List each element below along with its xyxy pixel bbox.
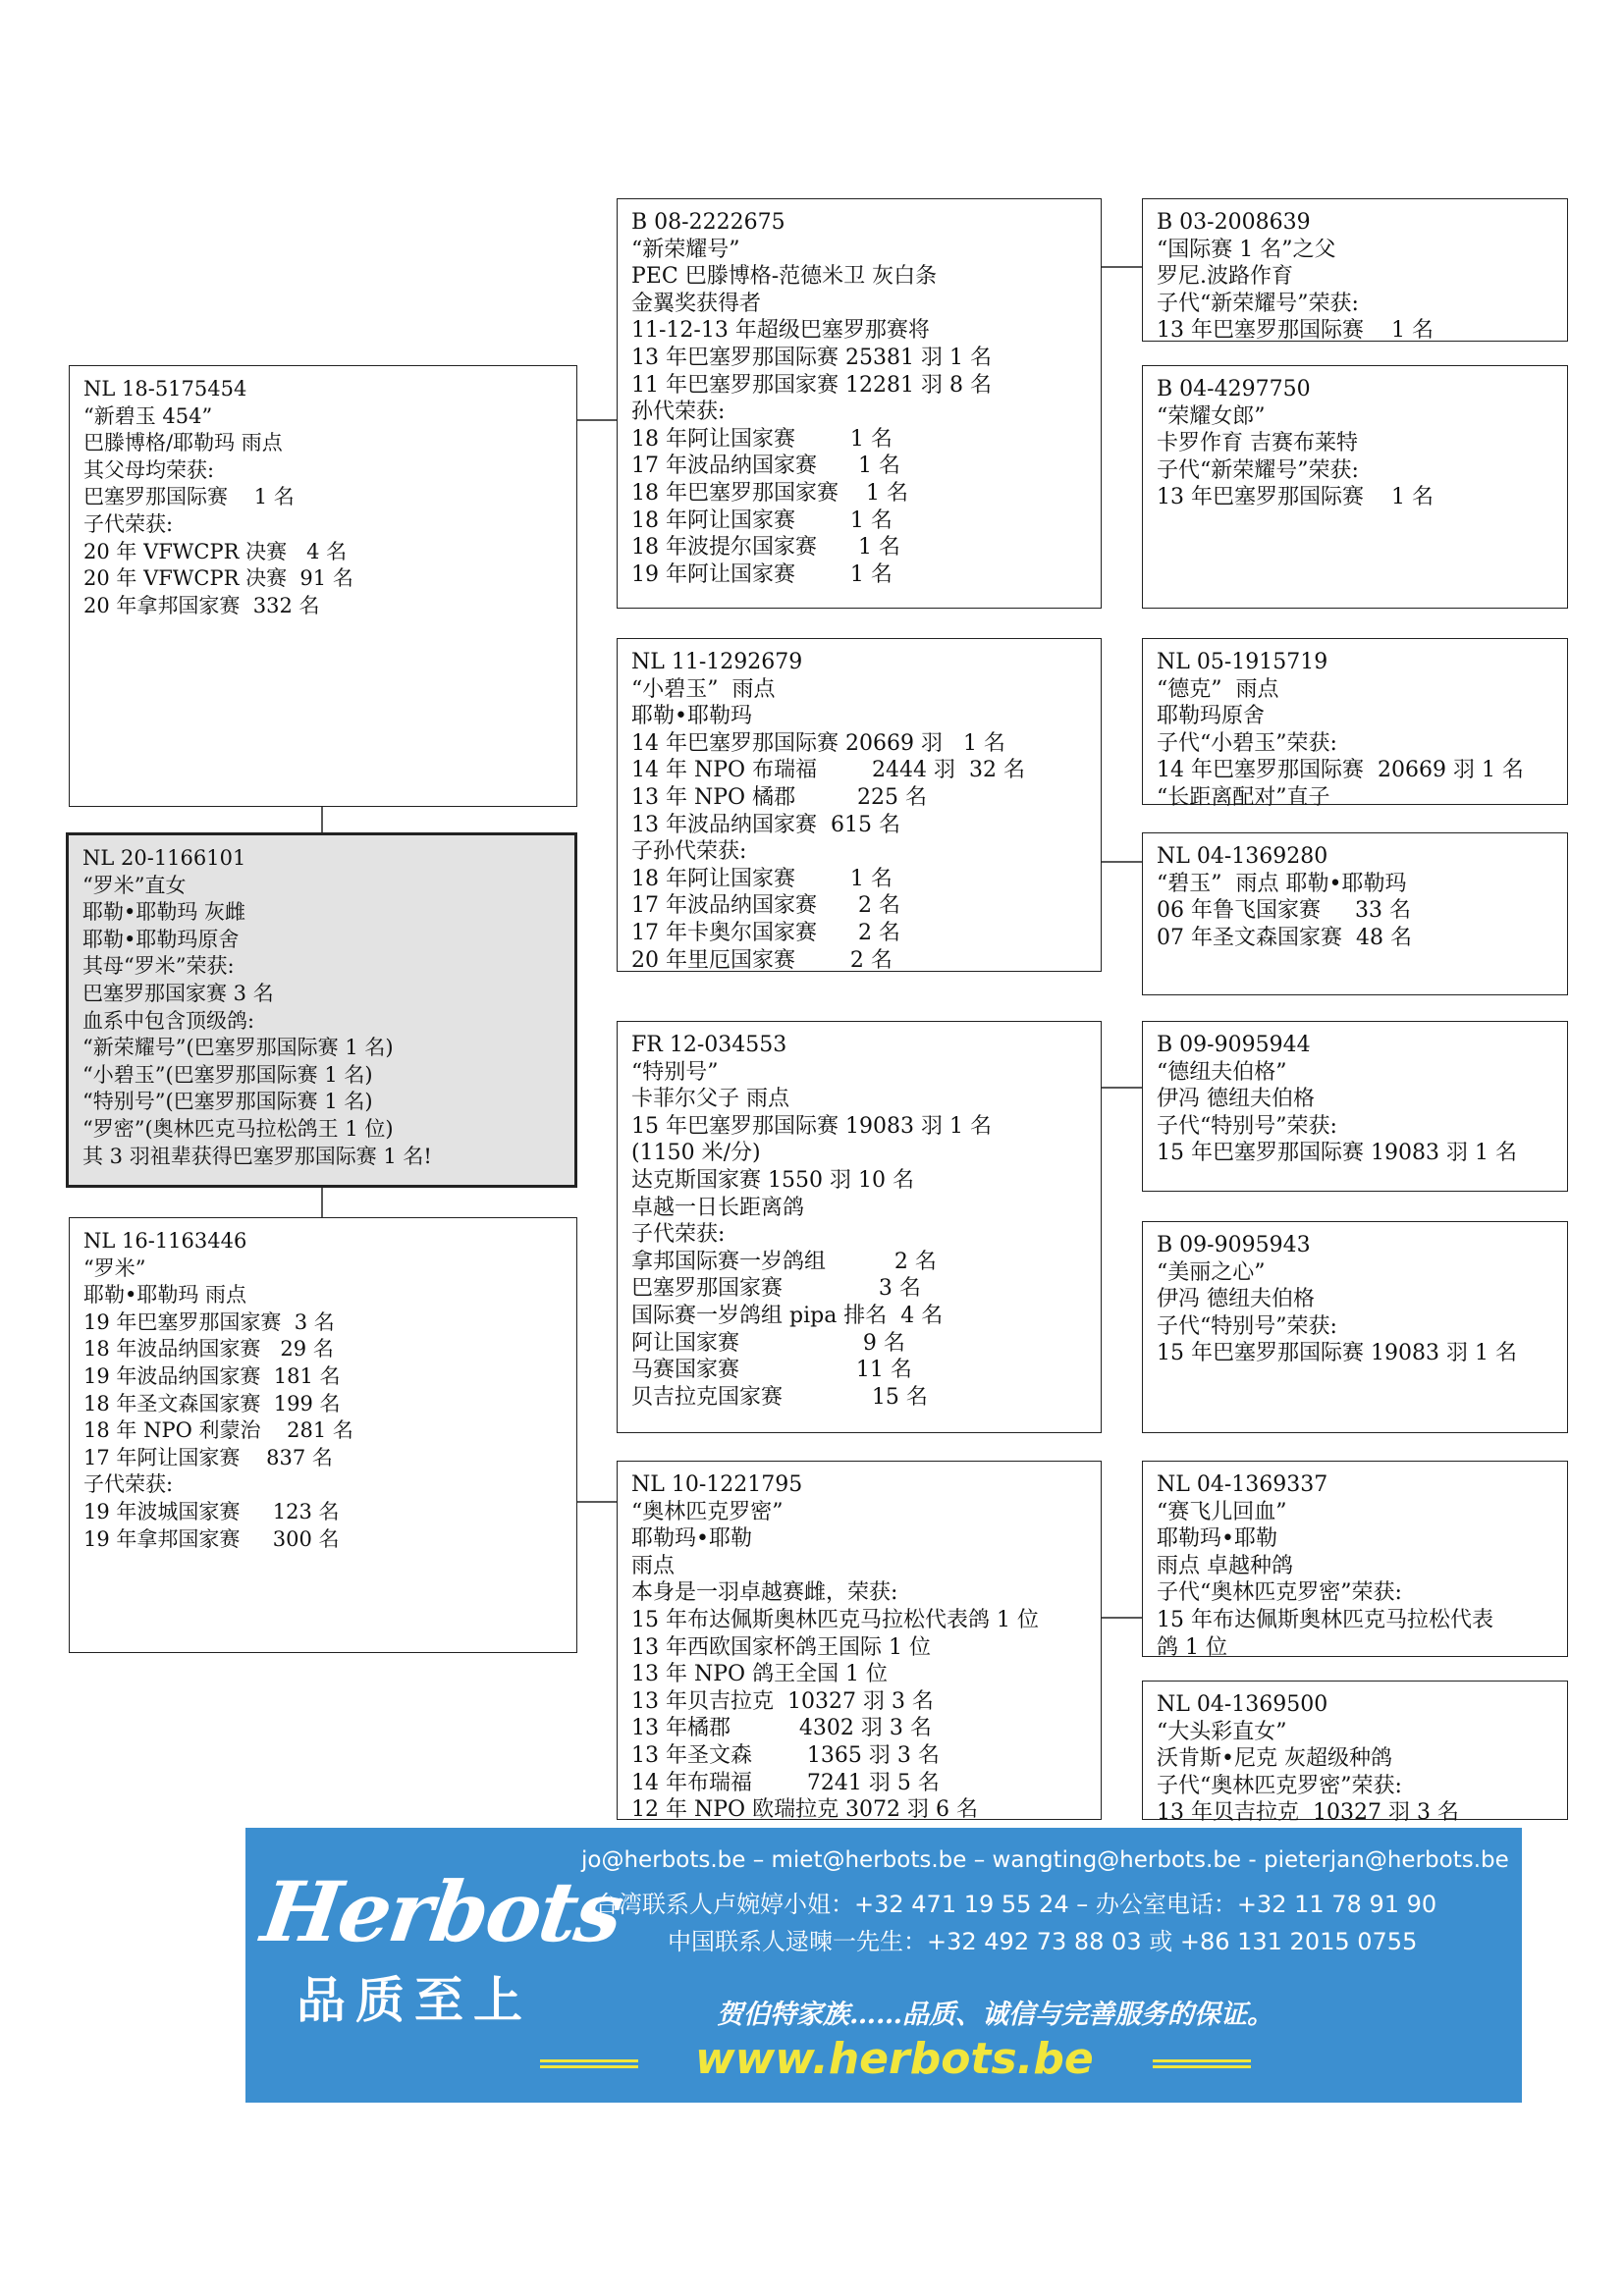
pedigree-line: 本身是一羽卓越赛雌，荣获: <box>631 1580 898 1606</box>
pedigree-line: 子代“奥林匹克罗密”荣获: <box>1157 1773 1402 1798</box>
pedigree-line: “特别号”(巴塞罗那国际赛 1 名) <box>82 1090 373 1114</box>
granddam-dam-card <box>617 1461 1102 1823</box>
pedigree-line: 13 年巴塞罗那国际赛 25381 羽 1 名 <box>631 345 992 370</box>
pedigree-line: 耶勒玛•耶勒 <box>631 1526 752 1552</box>
pedigree-line: 18 年阿让国家赛 1 名 <box>631 426 893 452</box>
pedigree-line: 贝吉拉克国家赛 15 名 <box>631 1384 928 1410</box>
pedigree-line: PEC 巴滕博格-范德米卫 灰白条 <box>631 264 938 290</box>
pedigree-line: 耶勒•耶勒玛 <box>631 704 752 729</box>
pedigree-line: “特别号” <box>631 1059 719 1085</box>
pedigree-line: 子代“新荣耀号”荣获: <box>1157 457 1359 483</box>
pedigree-line: 15 年布达佩斯奥林匹克马拉松代表 <box>1157 1607 1493 1632</box>
pedigree-line: 耶勒•耶勒玛 雨点 <box>83 1283 247 1308</box>
pedigree-line: 雨点 卓越种鸽 <box>1157 1553 1293 1578</box>
pedigree-line: 巴塞罗那国际赛 1 名 <box>83 485 295 509</box>
ring-number: NL 05-1915719 <box>1157 650 1328 674</box>
pedigree-line: 卓越一日长距离鸽 <box>631 1195 805 1220</box>
pedigree-line: 伊冯 德纽夫伯格 <box>1157 1287 1315 1312</box>
pedigree-line: 耶勒•耶勒玛原舍 <box>82 927 240 951</box>
pedigree-line: 巴塞罗那国家赛 3 名 <box>82 981 274 1005</box>
pedigree-line: 达克斯国家赛 1550 羽 10 名 <box>631 1167 914 1193</box>
pedigree-line: 13 年贝吉拉克 10327 羽 3 名 <box>631 1688 934 1714</box>
pedigree-line: “长距离配对”直子 <box>1157 784 1330 810</box>
ring-number: NL 04-1369280 <box>1157 844 1328 869</box>
pedigree-line: 子代“特别号”荣获: <box>1157 1113 1337 1139</box>
pedigree-line: “罗米”直女 <box>82 873 187 897</box>
sire-card <box>69 365 577 807</box>
pedigree-line: “奥林匹克罗密” <box>631 1499 784 1524</box>
ring-number: NL 04-1369337 <box>1157 1472 1328 1497</box>
pedigree-line: (1150 米/分) <box>631 1141 761 1166</box>
pedigree-line: 耶勒玛•耶勒 <box>1157 1526 1277 1552</box>
pedigree-line: 18 年波品纳国家赛 29 名 <box>83 1337 334 1362</box>
pedigree-line: 马赛国家赛 11 名 <box>631 1358 912 1383</box>
email-contacts: jo@herbots.be – miet@herbots.be – wangting@herbots.be - pieterjan@herbots.be <box>581 1847 1509 1873</box>
pedigree-line: 子代“奥林匹克罗密”荣获: <box>1157 1580 1402 1606</box>
pedigree-line: 15 年布达佩斯奥林匹克马拉松代表鸽 1 位 <box>631 1607 1039 1632</box>
great-grandparent-card-5 <box>1142 1021 1568 1192</box>
pedigree-line: 17 年波品纳国家赛 2 名 <box>631 893 900 919</box>
taiwan-contact: 台湾联系人卢婉婷小姐：+32 471 19 55 24 – 办公室电话：+32 11 78 91 90 <box>595 1891 1437 1918</box>
pedigree-line: 12 年 NPO 欧瑞拉克 3072 羽 6 名 <box>631 1797 979 1823</box>
great-grandparent-card-1 <box>1142 198 1568 342</box>
pedigree-line: 子代“小碧玉”荣获: <box>1157 730 1337 756</box>
pedigree-line: 07 年圣文森国家赛 48 名 <box>1157 925 1412 950</box>
pedigree-line: 血系中包含顶级鸽: <box>82 1008 255 1033</box>
great-grandparent-card-3 <box>1142 638 1568 810</box>
ring-number: FR 12-034553 <box>631 1033 787 1057</box>
pedigree-line: 金翼奖获得者 <box>631 291 762 316</box>
slogan: 品质至上 <box>297 1972 532 2029</box>
pedigree-line: “赛飞儿回血” <box>1157 1499 1287 1524</box>
pedigree-line: 14 年巴塞罗那国际赛 20669 羽 1 名 <box>1157 758 1524 783</box>
pedigree-line: 13 年西欧国家杯鸽王国际 1 位 <box>631 1634 931 1660</box>
pedigree-line: “新荣耀号”(巴塞罗那国际赛 1 名) <box>82 1036 394 1060</box>
pedigree-line: 11 年巴塞罗那国家赛 12281 羽 8 名 <box>631 372 992 398</box>
pedigree-line: 子代“特别号”荣获: <box>1157 1313 1337 1339</box>
pedigree-line: “新荣耀号” <box>631 237 740 262</box>
pedigree-line: “小碧玉” 雨点 <box>631 676 776 702</box>
pedigree-line: “罗米” <box>83 1255 146 1280</box>
dam-card <box>69 1217 577 1653</box>
pedigree-line: 13 年巴塞罗那国际赛 1 名 <box>1157 485 1434 510</box>
pedigree-line: 11-12-13 年超级巴塞罗那赛将 <box>631 318 930 344</box>
ring-number: NL 04-1369500 <box>1157 1692 1328 1717</box>
pedigree-line: 20 年里厄国家赛 2 名 <box>631 947 893 973</box>
granddam-sire-card <box>617 638 1102 972</box>
pedigree-line: 18 年巴塞罗那国家赛 1 名 <box>631 480 908 506</box>
great-grandparent-card-7 <box>1142 1461 1568 1660</box>
pedigree-line: 15 年巴塞罗那国际赛 19083 羽 1 名 <box>1157 1341 1517 1366</box>
pedigree-line: 耶勒•耶勒玛 灰雌 <box>82 900 246 925</box>
pedigree-line: 17 年阿让国家赛 837 名 <box>83 1445 333 1469</box>
ring-number: NL 20-1166101 <box>82 846 246 870</box>
pedigree-line: 14 年布瑞福 7241 羽 5 名 <box>631 1770 940 1795</box>
pedigree-line: 19 年波城国家赛 123 名 <box>83 1499 340 1523</box>
pedigree-line: 06 年鲁飞国家赛 33 名 <box>1157 898 1411 924</box>
pedigree-line: 耶勒玛原舍 <box>1157 704 1266 729</box>
herbots-logo: Herbots <box>256 1863 627 1960</box>
pedigree-line: 子代“新荣耀号”荣获: <box>1157 291 1359 316</box>
pedigree-line: 18 年阿让国家赛 1 名 <box>631 866 893 891</box>
pedigree-line: 其父母均荣获: <box>83 457 215 482</box>
ring-number: B 09-9095944 <box>1157 1033 1311 1057</box>
pedigree-line: 子代荣获: <box>631 1222 726 1248</box>
ring-number: B 09-9095943 <box>1157 1233 1311 1257</box>
pedigree-line: 子代荣获: <box>83 1472 174 1497</box>
pedigree-line: 17 年卡奥尔国家赛 2 名 <box>631 920 900 945</box>
ring-number: NL 11-1292679 <box>631 650 803 674</box>
pedigree-line: 沃肯斯•尼克 灰超级种鸽 <box>1157 1746 1392 1772</box>
pedigree-line: 卡菲尔父子 雨点 <box>631 1087 789 1112</box>
great-grandparent-card-4 <box>1142 832 1568 995</box>
pedigree-line: 19 年拿邦国家赛 300 名 <box>83 1526 340 1551</box>
pedigree-line: 罗尼.波路作育 <box>1157 264 1293 290</box>
pedigree-line: “国际赛 1 名”之父 <box>1157 237 1336 262</box>
great-grandparent-card-2 <box>1142 365 1568 609</box>
pedigree-line: 17 年波品纳国家赛 1 名 <box>631 454 900 479</box>
pedigree-line: 13 年 NPO 橘郡 225 名 <box>631 784 927 810</box>
pedigree-line: 拿邦国际赛一岁鸽组 2 名 <box>631 1249 937 1274</box>
pedigree-line: “大头彩直女” <box>1157 1719 1287 1744</box>
great-grandparent-card-8 <box>1142 1681 1568 1826</box>
pedigree-line: 伊冯 德纽夫伯格 <box>1157 1087 1315 1112</box>
pedigree-line: “碧玉” 雨点 耶勒•耶勒玛 <box>1157 871 1407 896</box>
ring-number: B 04-4297750 <box>1157 377 1311 401</box>
pedigree-line: 子孙代荣获: <box>631 839 747 865</box>
ring-number: B 08-2222675 <box>631 210 785 235</box>
left-decorative-lines <box>540 2059 638 2069</box>
pedigree-line: 雨点 <box>631 1553 676 1578</box>
pedigree-line: 其 3 羽祖辈获得巴塞罗那国际赛 1 名! <box>82 1144 432 1168</box>
pedigree-line: 其母“罗米”荣获: <box>82 954 235 979</box>
pedigree-line: 巴塞罗那国家赛 3 名 <box>631 1276 921 1302</box>
pedigree-line: 子代荣获: <box>83 511 174 536</box>
pedigree-line: 13 年橘郡 4302 羽 3 名 <box>631 1716 932 1741</box>
pedigree-line: 18 年阿让国家赛 1 名 <box>631 507 893 533</box>
pedigree-line: 15 年巴塞罗那国际赛 19083 羽 1 名 <box>1157 1141 1517 1166</box>
grandsire-sire-card <box>617 198 1102 609</box>
pedigree-line: 孙代荣获: <box>631 400 726 425</box>
pedigree-line: “新碧玉 454” <box>83 403 213 428</box>
ring-number: NL 18-5175454 <box>83 377 247 400</box>
pedigree-line: 20 年 VFWCPR 决赛 4 名 <box>83 539 348 563</box>
pedigree-line: 20 年拿邦国家赛 332 名 <box>83 593 320 617</box>
pedigree-line: “德克” 雨点 <box>1157 676 1279 702</box>
pedigree-line: 14 年巴塞罗那国际赛 20669 羽 1 名 <box>631 730 1005 756</box>
pedigree-line: 19 年波品纳国家赛 181 名 <box>83 1363 341 1388</box>
pedigree-line: 阿让国家赛 9 名 <box>631 1330 905 1356</box>
pedigree-line: “罗密”(奥林匹克马拉松鸽王 1 位) <box>82 1116 394 1141</box>
website-link[interactable]: www.herbots.be <box>695 2034 1094 2084</box>
pedigree-line: 18 年波提尔国家赛 1 名 <box>631 535 900 561</box>
pedigree-line: 鸽 1 位 <box>1157 1634 1227 1660</box>
pedigree-line: 20 年 VFWCPR 决赛 91 名 <box>83 566 353 591</box>
ring-number: NL 16-1163446 <box>83 1229 247 1253</box>
pedigree-line: 巴滕博格/耶勒玛 雨点 <box>83 431 283 455</box>
china-contact: 中国联系人逯暕一先生：+32 492 73 88 03 或 +86 131 2015 0755 <box>668 1928 1418 1955</box>
subject-card <box>66 832 577 1188</box>
pedigree-line: “德纽夫伯格” <box>1157 1059 1287 1085</box>
grandsire-dam-card <box>617 1021 1102 1433</box>
pedigree-line: 13 年贝吉拉克 10327 羽 3 名 <box>1157 1800 1459 1826</box>
pedigree-line: “小碧玉”(巴塞罗那国际赛 1 名) <box>82 1062 373 1087</box>
pedigree-line: 13 年圣文森 1365 羽 3 名 <box>631 1742 940 1768</box>
pedigree-line: “荣耀女郎” <box>1157 403 1266 429</box>
great-grandparent-card-6 <box>1142 1221 1568 1433</box>
herbots-advert-banner <box>245 1828 1522 2103</box>
ring-number: B 03-2008639 <box>1157 210 1311 235</box>
pedigree-line: 15 年巴塞罗那国际赛 19083 羽 1 名 <box>631 1113 992 1139</box>
ring-number: NL 10-1221795 <box>631 1472 803 1497</box>
motto: 贺伯特家族……品质、诚信与完善服务的保证。 <box>717 2000 1273 2030</box>
pedigree-line: 13 年 NPO 鸽王全国 1 位 <box>631 1662 889 1687</box>
pedigree-line: 18 年圣文森国家赛 199 名 <box>83 1391 341 1415</box>
pedigree-line: 卡罗作育 吉赛布莱特 <box>1157 431 1358 456</box>
right-decorative-lines <box>1153 2059 1251 2069</box>
pedigree-line: 18 年 NPO 利蒙治 281 名 <box>83 1418 353 1443</box>
pedigree-line: 19 年巴塞罗那国家赛 3 名 <box>83 1309 335 1334</box>
pedigree-line: 19 年阿让国家赛 1 名 <box>631 561 893 587</box>
pedigree-line: 13 年巴塞罗那国际赛 1 名 <box>1157 318 1434 344</box>
pedigree-line: 13 年波品纳国家赛 615 名 <box>631 812 900 837</box>
pedigree-line: 国际赛一岁鸽组 pipa 排名 4 名 <box>631 1303 944 1328</box>
pedigree-line: 14 年 NPO 布瑞福 2444 羽 32 名 <box>631 758 1025 783</box>
pedigree-line: “美丽之心” <box>1157 1259 1266 1285</box>
